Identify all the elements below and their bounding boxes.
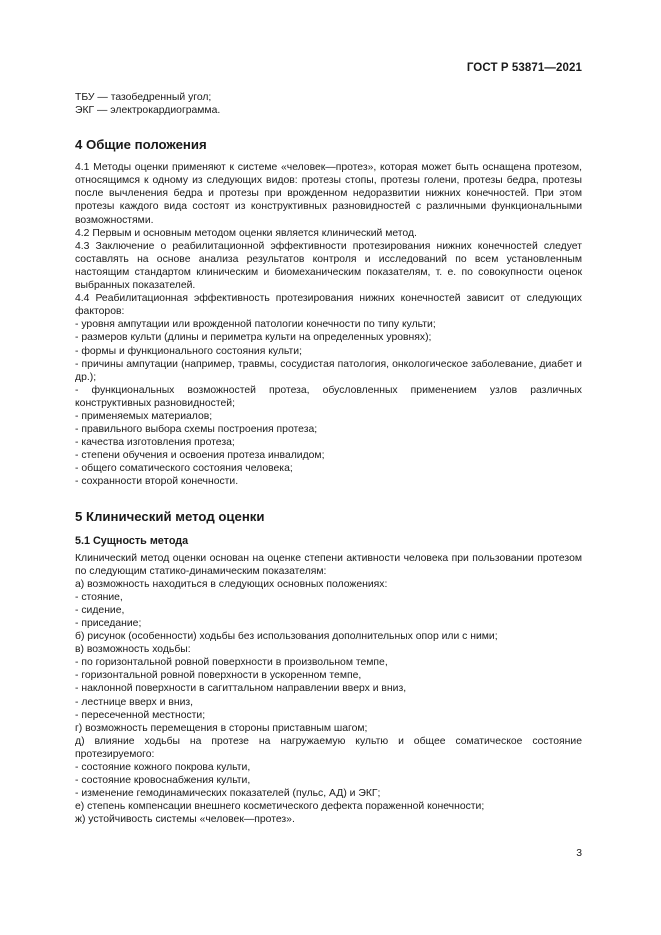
abbreviation-line: ЭКГ — электрокардиограмма.: [75, 105, 221, 117]
indicator-item: - состояние кожного покрова культи,: [75, 762, 251, 774]
indicator-item: в) возможность ходьбы:: [75, 644, 191, 656]
indicator-item: ж) устойчивость системы «человек—протез».: [75, 814, 295, 826]
indicator-item: б) рисунок (особенности) ходьбы без использования дополнительных опор или с ними;: [75, 631, 498, 643]
indicator-item: - приседание;: [75, 618, 142, 629]
indicator-item: - наклонной поверхности в сагиттальном направлении вверх и вниз,: [75, 683, 407, 695]
indicator-item: - горизонтальной ровной поверхности в ускоренном темпе,: [75, 670, 362, 682]
section-5-title: 5 Клинический метод оценки: [75, 508, 265, 524]
indicator-item: - пересеченной местности;: [75, 709, 206, 721]
page-content: [75, 91, 582, 827]
factor-item: - сохранности второй конечности.: [75, 476, 239, 488]
factor-item: - правильного выбора схемы построения протеза;: [75, 424, 318, 436]
paragraph-4-4: 4.4 Реабилитационная эффективность протезирования нижних конечностей зависит от следующих факторов:: [75, 293, 582, 318]
indicator-item: - лестнице вверх и вниз,: [75, 696, 194, 708]
section-5-intro: Клинический метод оценки основан на оценке степени активности человека при пользовании протезом по следующим статико-динамическим показателям:: [75, 552, 582, 577]
section-4-title: 4 Общие положения: [75, 137, 207, 153]
indicator-item: - изменение гемодинамических показателей (пульс, АД) и ЭКГ;: [75, 788, 381, 800]
indicator-item: г) возможность перемещения в стороны приставным шагом;: [75, 722, 368, 734]
factor-item: - функциональных возможностей протеза, обусловленных применением узлов различных конструктивных разновидностей;: [75, 384, 582, 409]
factor-item: - общего соматического состояния человека;: [75, 463, 293, 475]
factor-item: - размеров культи (длины и периметра культи на определенных уровнях);: [75, 332, 432, 344]
paragraph-4-2: 4.2 Первым и основным методом оценки является клинический метод.: [75, 227, 417, 239]
factor-item: - уровня ампутации или врожденной патологии конечности по типу культи;: [75, 319, 436, 331]
indicator-item: - стояние,: [75, 591, 123, 603]
indicator-item: д) влияние ходьбы на протезе на нагружаемую культю и общее соматическое состояние протезируемого:: [75, 735, 582, 760]
page-number: 3: [576, 848, 582, 859]
indicator-item: - сидение,: [75, 604, 125, 616]
abbreviation-line: ТБУ — тазобедренный угол;: [75, 92, 212, 103]
factor-item: - причины ампутации (например, травмы, сосудистая патология, онкологическое заболевание, диабет и др.);: [75, 358, 582, 383]
factor-item: - применяемых материалов;: [75, 410, 213, 422]
subsection-5-1-title: 5.1 Сущность метода: [75, 534, 189, 547]
indicator-item: е) степень компенсации внешнего косметического дефекта пораженной конечности;: [75, 801, 485, 813]
factor-item: - формы и функционального состояния культи;: [75, 345, 302, 357]
factor-item: - качества изготовления протеза;: [75, 437, 235, 449]
indicator-item: - по горизонтальной ровной поверхности в произвольном темпе,: [75, 657, 388, 669]
paragraph-4-3: 4.3 Заключение о реабилитационной эффективности протезирования нижних конечностей следует составлять на основе анализа результатов контроля и исследований по всем установленным настоящим стандартом клиническим и биомеханическим показателям, т. е. по совокупности оценок выбранных показателей.: [75, 240, 582, 292]
factor-item: - степени обучения и освоения протеза инвалидом;: [75, 450, 325, 462]
indicator-item: а) возможность находиться в следующих основных положениях:: [75, 578, 388, 590]
document-code: ГОСТ Р 53871—2021: [466, 62, 582, 74]
indicator-item: - состояние кровоснабжения культи,: [75, 775, 251, 787]
paragraph-4-1: 4.1 Методы оценки применяют к системе «человек—протез», которая может быть оснащена протезом, относящимся к одному из следующих видов: протезы стопы, протезы голени, протезы бедра, протезы после вычленения бедра и протезы при врожденном недоразвитии нижних конечностей. При этом протезы каждого вида состоят из конструктивных разновидностей с различными функциональными возможностями.: [75, 162, 582, 226]
